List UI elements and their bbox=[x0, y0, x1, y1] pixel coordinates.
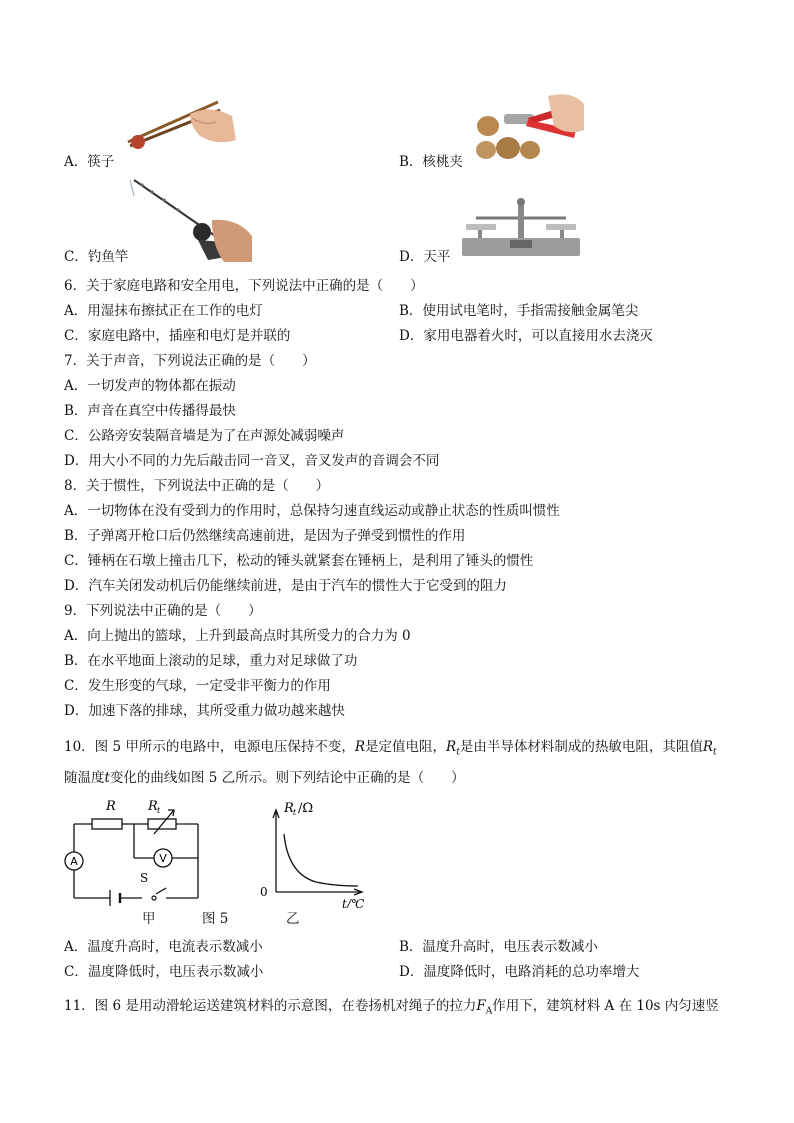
q5-option-b: B．核桃夹 bbox=[399, 154, 463, 170]
chopsticks-image bbox=[120, 96, 238, 154]
q8-option-b: B．子弹离开枪口后仍然继续高速前进，是因为子弹受到惯性的作用 bbox=[64, 528, 466, 544]
label-rt: R bbox=[148, 799, 158, 814]
ammeter-symbol: A bbox=[70, 855, 78, 868]
rt-curve bbox=[284, 834, 358, 886]
q6-option-c: C．家庭电路中，插座和电灯是并联的 bbox=[64, 328, 291, 344]
q5-option-a: A．筷子 bbox=[64, 154, 115, 170]
q10-option-a: A．温度升高时，电流表示数减小 bbox=[64, 939, 263, 955]
q8-option-a: A．一切物体在没有受到力的作用时，总保持匀速直线运动或静止状态的性质叫惯性 bbox=[64, 503, 560, 519]
x-axis-label: t/℃ bbox=[342, 897, 365, 908]
y-axis-r-sub: t bbox=[293, 808, 297, 817]
q8-option-c: C．锤柄在石墩上撞击几下，松动的锤头就紧套在锤柄上，是利用了锤头的惯性 bbox=[64, 553, 534, 569]
label-r: R bbox=[106, 799, 116, 814]
q7-option-a: A．一切发声的物体都在振动 bbox=[64, 378, 236, 394]
q6-option-d: D．家用电器着火时，可以直接用水去浇灭 bbox=[399, 328, 653, 344]
figure5-jia: 甲 bbox=[142, 911, 156, 927]
q6-option-b: B．使用试电笔时，手指需接触金属笔尖 bbox=[399, 303, 639, 319]
q7-option-c: C．公路旁安装隔音墙是为了在声源处减弱噪声 bbox=[64, 428, 345, 444]
q10-option-c: C．温度降低时，电压表示数减小 bbox=[64, 964, 264, 980]
walnut-cracker-image bbox=[468, 90, 586, 162]
balance-scale-image bbox=[456, 194, 586, 260]
q8-stem: 8．关于惯性，下列说法中正确的是（ ） bbox=[64, 478, 330, 494]
circuit-diagram bbox=[60, 790, 220, 928]
figure5-yi: 乙 bbox=[286, 911, 300, 927]
q11-stem: 11．图 6 是用动滑轮运送建筑材料的示意图，在卷扬机对绳子的拉力$F_A$作用下，建筑材料 A 在 10s 内匀速竖 bbox=[64, 998, 719, 1017]
q10-stem-line2: 随温度t变化的曲线如图 5 乙所示。则下列结论中正确的是（ ） bbox=[64, 770, 465, 786]
q9-option-b: B．在水平地面上滚动的足球，重力对足球做了功 bbox=[64, 653, 358, 669]
q5-option-c: C．钓鱼竿 bbox=[64, 249, 129, 265]
voltmeter-symbol: V bbox=[159, 852, 167, 865]
q10-stem-line1: 10．图 5 甲所示的电路中，电源电压保持不变，R是定值电阻，$R_t$是由半导体材料制成的热敏电阻，其阻值$R_t$ bbox=[64, 739, 717, 758]
q8-option-d: D．汽车关闭发动机后仍能继续前进，是由于汽车的惯性大于它受到的阻力 bbox=[64, 578, 507, 594]
q6-option-a: A．用湿抹布擦拭正在工作的电灯 bbox=[64, 303, 263, 319]
fishing-rod-image bbox=[128, 176, 254, 262]
q9-option-c: C．发生形变的气球，一定受非平衡力的作用 bbox=[64, 678, 331, 694]
label-s: S bbox=[140, 871, 149, 885]
q10-option-b: B．温度升高时，电压表示数减小 bbox=[399, 939, 598, 955]
figure5-caption: 图 5 bbox=[202, 911, 229, 927]
origin-label: 0 bbox=[260, 885, 268, 899]
q9-stem: 9．下列说法中正确的是（ ） bbox=[64, 603, 262, 619]
q5-option-d: D．天平 bbox=[399, 249, 451, 265]
q7-option-d: D．用大小不同的力先后敲击同一音叉，音叉发声的音调会不同 bbox=[64, 453, 440, 469]
y-axis-unit: /Ω bbox=[298, 801, 314, 816]
q10-option-d: D．温度降低时，电路消耗的总功率增大 bbox=[399, 964, 640, 980]
q9-option-d: D．加速下落的排球，其所受重力做功越来越快 bbox=[64, 703, 345, 719]
q6-stem: 6．关于家庭电路和安全用电，下列说法中正确的是（ ） bbox=[64, 278, 424, 294]
rt-temperature-graph bbox=[254, 796, 374, 908]
y-axis-r: R bbox=[284, 801, 294, 816]
q7-stem: 7．关于声音，下列说法正确的是（ ） bbox=[64, 353, 316, 369]
q7-option-b: B．声音在真空中传播得最快 bbox=[64, 403, 236, 419]
q9-option-a: A．向上抛出的篮球，上升到最高点时其所受力的合力为 0 bbox=[64, 628, 411, 644]
label-rt-sub: t bbox=[157, 806, 161, 815]
